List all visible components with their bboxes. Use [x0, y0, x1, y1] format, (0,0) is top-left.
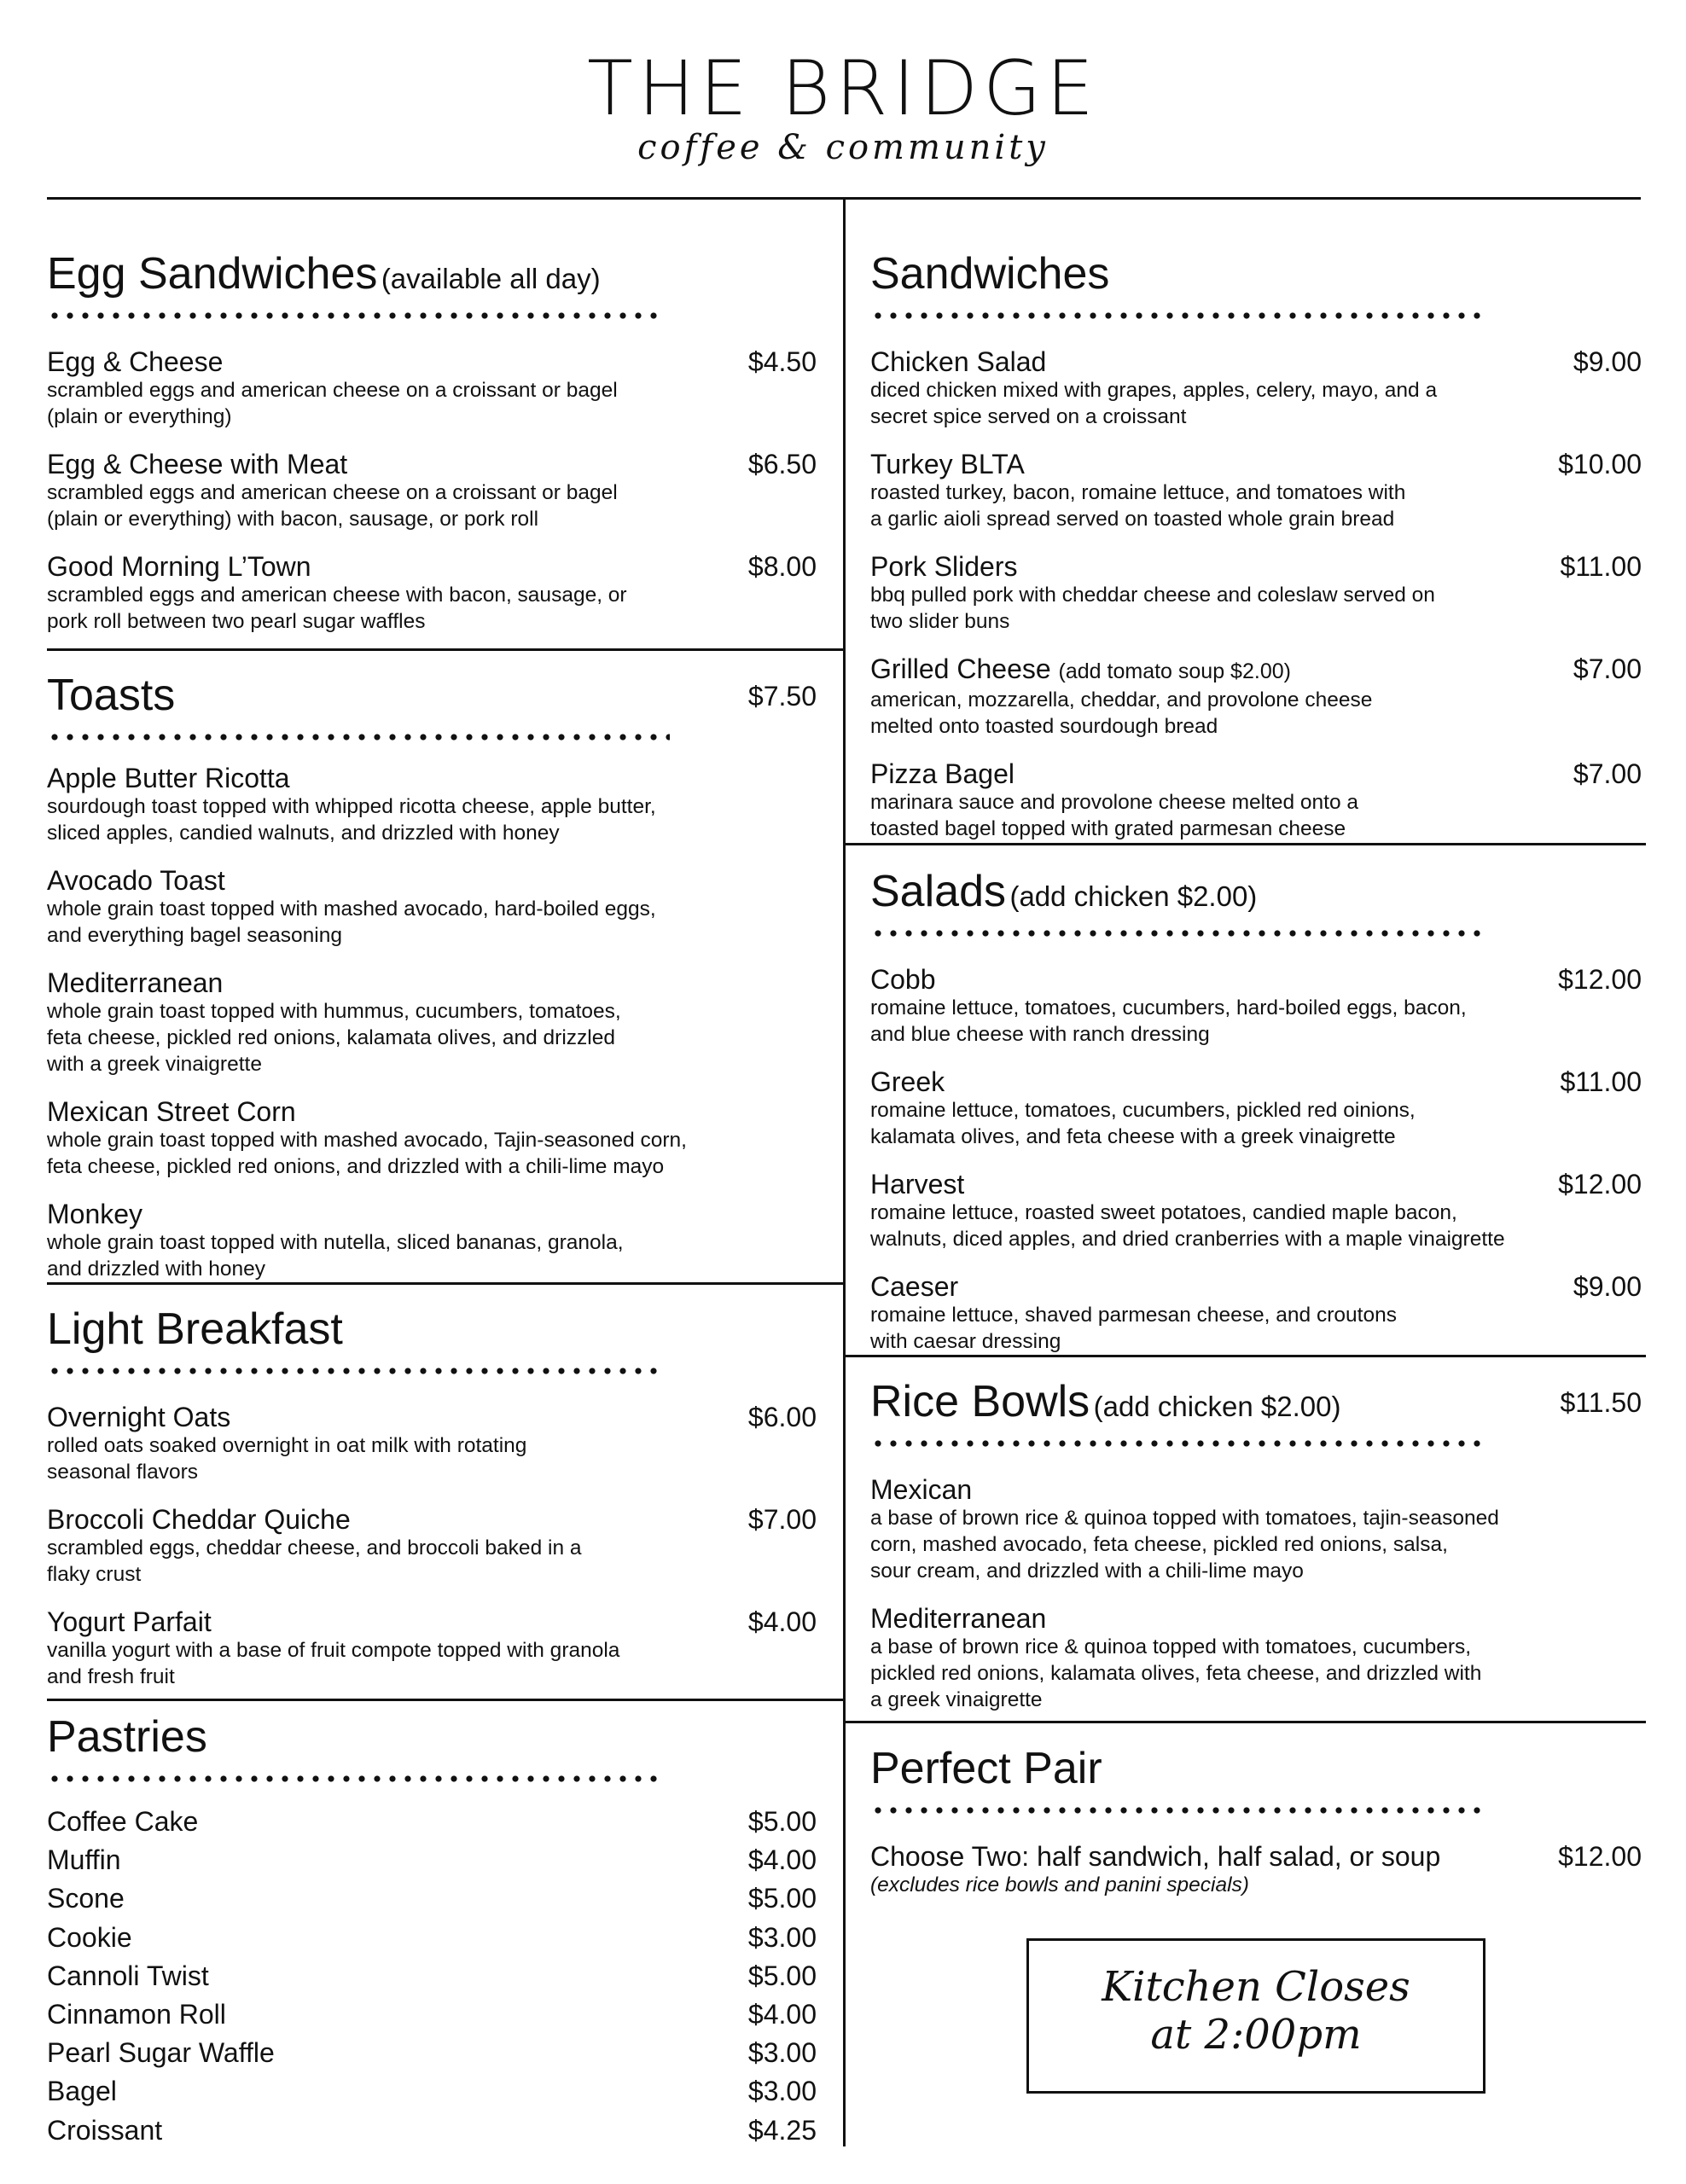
brand-title: THE BRIDGE	[587, 44, 1099, 132]
item-price: $10.00	[1558, 449, 1642, 479]
item-name: Caeser	[870, 1271, 959, 1302]
section-title: Rice Bowls	[870, 1377, 1090, 1426]
item-price: $4.00	[747, 1606, 817, 1637]
menu-item	[870, 1603, 1642, 1713]
item-description: a base of brown rice & quinoa topped with tomatoes, cucumbers, pickled red onions, kalamata olives, feta cheese, and drizzled with a greek vinaigrette	[870, 1635, 1482, 1711]
item-name: Chicken Salad	[870, 346, 1047, 377]
brand-subtitle: coffee & community	[637, 128, 1049, 167]
item-description: romaine lettuce, tomatoes, cucumbers, hard-boiled eggs, bacon, and blue cheese with ranch dressing	[870, 996, 1467, 1046]
item-name: Overnight Oats	[47, 1402, 231, 1432]
item-name: Scone	[47, 1883, 125, 1914]
menu-item	[47, 1402, 817, 1485]
item-description: romaine lettuce, tomatoes, cucumbers, pickled red oinions, kalamata olives, and feta cheese with a greek vinaigrette	[870, 1099, 1416, 1148]
item-name: Pork Sliders	[870, 551, 1018, 582]
item-name: Muffin	[47, 1844, 121, 1876]
item-name: Egg & Cheese	[47, 346, 224, 377]
section-rice-bowls	[870, 1375, 1642, 1732]
menu-item	[870, 346, 1642, 430]
item-price: $12.00	[1558, 964, 1642, 995]
item-price: $8.00	[747, 551, 817, 582]
item-name: Broccoli Cheddar Quiche	[47, 1504, 351, 1535]
item-description: (excludes rice bowls and panini specials)	[870, 1873, 1249, 1896]
item-price: $9.00	[1573, 1271, 1642, 1302]
item-description: whole grain toast topped with mashed avocado, Tajin-seasoned corn, feta cheese, pickled red onions, and drizzled with a chili-lime mayo	[47, 1129, 687, 1178]
menu-item	[870, 1169, 1642, 1252]
section-title: Light Breakfast	[47, 1304, 343, 1354]
menu-item	[870, 449, 1642, 532]
item-name: Apple Butter Ricotta	[47, 763, 290, 793]
item-price: $4.50	[747, 346, 817, 377]
menu-item	[47, 1199, 817, 1282]
section-toasts	[47, 669, 817, 1301]
item-name: Cinnamon Roll	[47, 1998, 226, 2030]
dotted-divider	[47, 1775, 663, 1782]
item-description: roasted turkey, bacon, romaine lettuce, and tomatoes with a garlic aioli spread served on toasted whole grain bread	[870, 481, 1406, 531]
item-name: Cobb	[870, 964, 936, 995]
item-name: Egg & Cheese with Meat	[47, 449, 348, 479]
item-description: a base of brown rice & quinoa topped with tomatoes, tajin-seasoned corn, mashed avocado, feta cheese, pickled red onions, salsa, sour cream, and drizzled with a chili-lime mayo	[870, 1507, 1499, 1583]
item-price: $12.00	[1558, 1169, 1642, 1199]
item-description: diced chicken mixed with grapes, apples, celery, mayo, and a secret spice served on a croissant	[870, 379, 1438, 428]
menu-item	[47, 1606, 817, 1690]
item-name: Mediterranean	[870, 1603, 1047, 1634]
menu-item	[47, 2111, 817, 2150]
kitchen-closes-box	[1026, 1938, 1485, 2094]
section-note: (available all day)	[381, 263, 601, 294]
dotted-divider	[870, 312, 1486, 319]
section-title: Salads	[870, 867, 1006, 916]
item-price: $11.00	[1560, 1066, 1642, 1097]
menu-item	[47, 1995, 817, 2034]
menu-item	[47, 1957, 817, 1995]
item-description: whole grain toast topped with nutella, sliced bananas, granola, and drizzled with honey	[47, 1231, 624, 1281]
item-price: $9.00	[1573, 346, 1642, 377]
item-name: Pizza Bagel	[870, 758, 1015, 789]
menu-item	[47, 2034, 817, 2072]
item-price: $6.00	[747, 1402, 817, 1432]
item-name: Pearl Sugar Waffle	[47, 2037, 275, 2069]
menu-item	[47, 346, 817, 430]
menu-item	[870, 551, 1642, 635]
section-title: Egg Sandwiches	[47, 249, 378, 299]
item-price: $7.00	[747, 1504, 817, 1535]
item-price: $4.25	[747, 2114, 817, 2146]
item-name: Monkey	[47, 1199, 143, 1229]
item-name: Bagel	[47, 2076, 117, 2107]
item-name	[870, 653, 1642, 687]
item-price: $5.00	[747, 1960, 817, 1991]
item-description: whole grain toast topped with hummus, cucumbers, tomatoes, feta cheese, pickled red onions, kalamata olives, and drizzled with a greek vinaigrette	[47, 1000, 621, 1076]
section-egg-sandwiches	[47, 247, 817, 653]
item-price: $7.00	[1573, 758, 1642, 789]
item-name: Croissant	[47, 2114, 163, 2146]
dotted-divider	[870, 930, 1486, 937]
item-description: scrambled eggs, cheddar cheese, and broccoli baked in a flaky crust	[47, 1536, 582, 1586]
item-description: whole grain toast topped with mashed avocado, hard-boiled eggs, and everything bagel seasoning	[47, 897, 656, 947]
item-price: $3.00	[747, 2076, 817, 2107]
menu-item	[870, 1066, 1642, 1150]
section-title: Pastries	[47, 1712, 207, 1762]
item-name: Mediterranean	[47, 967, 224, 998]
menu-item	[870, 653, 1642, 740]
item-name: Good Morning L’Town	[47, 551, 311, 582]
item-name: Coffee Cake	[47, 1806, 199, 1837]
section-light-breakfast	[47, 1303, 817, 1709]
item-name: Mexican	[870, 1474, 973, 1505]
section-note: (add chicken $2.00)	[1093, 1391, 1341, 1422]
item-name: Turkey BLTA	[870, 449, 1025, 479]
item-description: sourdough toast topped with whipped ricotta cheese, apple butter, sliced apples, candied walnuts, and drizzled with honey	[47, 795, 656, 845]
kitchen-closes-time: at 2:00pm	[1150, 2011, 1362, 2059]
section-title: Sandwiches	[870, 249, 1110, 299]
item-description: scrambled eggs and american cheese with bacon, sausage, or pork roll between two pearl sugar waffles	[47, 584, 627, 633]
section-pastries	[47, 1711, 817, 2150]
menu-item	[47, 1919, 817, 1957]
item-price: $3.00	[747, 1921, 817, 1953]
section-sandwiches	[870, 247, 1642, 861]
kitchen-closes-line: Kitchen Closes	[1102, 1963, 1410, 2011]
dotted-divider	[47, 734, 670, 741]
item-description: american, mozzarella, cheddar, and provolone cheese melted onto toasted sourdough bread	[870, 688, 1373, 738]
column-divider	[843, 197, 846, 2146]
dotted-divider	[47, 312, 663, 319]
item-name: Harvest	[870, 1169, 965, 1199]
menu-item	[47, 1803, 817, 1841]
item-price: $12.00	[1558, 1841, 1642, 1872]
item-name: Avocado Toast	[47, 865, 225, 896]
item-description: scrambled eggs and american cheese on a croissant or bagel (plain or everything)	[47, 379, 618, 428]
section-title: Toasts	[47, 671, 176, 720]
dotted-divider	[870, 1807, 1486, 1814]
section-salads	[870, 865, 1642, 1374]
item-price: $4.00	[747, 1844, 817, 1876]
item-name: Cookie	[47, 1921, 132, 1953]
item-price: $3.00	[747, 2037, 817, 2069]
section-note: (add chicken $2.00)	[1009, 880, 1258, 912]
menu-item	[870, 1271, 1642, 1355]
section-perfect-pair	[870, 1742, 1642, 1917]
section-price: $7.50	[747, 681, 817, 712]
menu-item	[870, 964, 1642, 1048]
dotted-divider	[47, 1368, 663, 1374]
menu-item	[47, 1504, 817, 1588]
item-price: $6.50	[747, 449, 817, 479]
menu-item	[47, 449, 817, 532]
item-name: Greek	[870, 1066, 945, 1097]
item-price: $5.00	[747, 1806, 817, 1837]
item-description: bbq pulled pork with cheddar cheese and coleslaw served on two slider buns	[870, 584, 1435, 633]
menu-item	[870, 1474, 1642, 1584]
menu-item	[47, 2072, 817, 2111]
item-description: rolled oats soaked overnight in oat milk with rotating seasonal flavors	[47, 1434, 527, 1484]
menu-item	[870, 758, 1642, 842]
section-title: Perfect Pair	[870, 1744, 1102, 1793]
item-name: Mexican Street Corn	[47, 1096, 296, 1127]
item-name: Cannoli Twist	[47, 1960, 209, 1991]
menu-item	[47, 551, 817, 635]
item-description: marinara sauce and provolone cheese melted onto a toasted bagel topped with grated parmesan cheese	[870, 791, 1359, 840]
item-name-text: Grilled Cheese	[870, 653, 1051, 684]
brand-header	[0, 44, 1686, 167]
menu-item	[47, 1879, 817, 1918]
menu-item	[47, 967, 817, 1077]
item-description: romaine lettuce, roasted sweet potatoes, candied maple bacon, walnuts, diced apples, and dried cranberries with a maple vinaigrette	[870, 1201, 1505, 1251]
item-description: romaine lettuce, shaved parmesan cheese, and croutons with caesar dressing	[870, 1304, 1397, 1353]
item-name: Choose Two: half sandwich, half salad, or soup	[870, 1841, 1441, 1872]
menu-item	[47, 763, 817, 846]
item-note: (add tomato soup $2.00)	[1058, 659, 1291, 683]
menu-item	[870, 1841, 1642, 1898]
section-price: $11.50	[1560, 1387, 1642, 1418]
item-description: vanilla yogurt with a base of fruit compote topped with granola and fresh fruit	[47, 1639, 620, 1688]
dotted-divider	[870, 1440, 1486, 1447]
item-name: Yogurt Parfait	[47, 1606, 212, 1637]
menu-item	[47, 1096, 817, 1180]
item-price: $5.00	[747, 1883, 817, 1914]
item-description: scrambled eggs and american cheese on a croissant or bagel (plain or everything) with bacon, sausage, or pork roll	[47, 481, 618, 531]
item-price: $7.00	[1573, 653, 1642, 684]
menu-item	[47, 865, 817, 949]
item-price: $4.00	[747, 1998, 817, 2030]
menu-item	[47, 1841, 817, 1879]
item-price: $11.00	[1560, 551, 1642, 582]
